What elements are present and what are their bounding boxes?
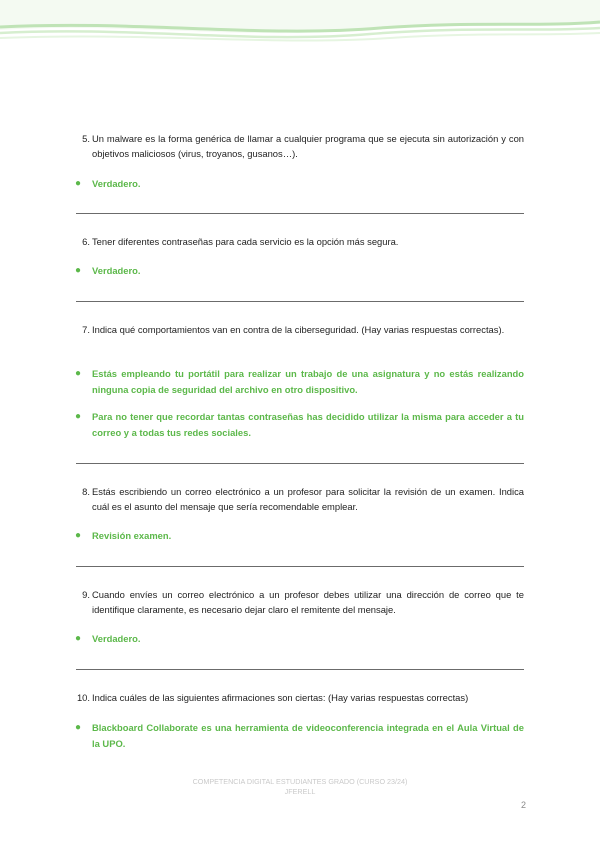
footer-author-line: JFERELL bbox=[284, 787, 316, 796]
bullet-icon: ● bbox=[75, 633, 82, 644]
answer-text: Verdadero. bbox=[92, 633, 141, 644]
answer-text: Para no tener que recordar tantas contraseñas has decidido utilizar la misma para acceder a tu correo y a todas tus redes sociales. bbox=[92, 411, 524, 438]
answer-8-1 bbox=[75, 528, 524, 544]
divider bbox=[76, 463, 524, 464]
question-text: Estás escribiendo un correo electrónico a un profesor para solicitar la revisión de un examen. Indica cuál es el asunto del mensaje que sería recomendable emplear. bbox=[92, 486, 524, 512]
question-number: 8. bbox=[82, 486, 90, 497]
question-number: 10. bbox=[76, 692, 90, 703]
question-text: Indica cuáles de las siguientes afirmaciones son ciertas: (Hay varias respuestas correctas) bbox=[92, 692, 469, 703]
decorative-wave-header bbox=[0, 0, 600, 60]
footer-course-line: COMPETENCIA DIGITAL ESTUDIANTES GRADO (CURSO 23/24) bbox=[192, 777, 408, 786]
divider bbox=[76, 566, 524, 567]
answer-5-1 bbox=[75, 176, 524, 192]
bullet-icon: ● bbox=[75, 411, 82, 422]
divider bbox=[76, 213, 524, 214]
footer bbox=[0, 777, 600, 797]
answer-text: Verdadero. bbox=[92, 265, 141, 276]
question-text: Tener diferentes contraseñas para cada servicio es la opción más segura. bbox=[92, 236, 399, 247]
bullet-icon: ● bbox=[75, 530, 82, 541]
question-10 bbox=[76, 690, 524, 705]
answer-text: Revisión examen. bbox=[92, 530, 172, 541]
question-text: Indica qué comportamientos van en contra de la ciberseguridad. (Hay varias respuestas correctas). bbox=[92, 324, 505, 335]
question-9 bbox=[82, 587, 524, 617]
bullet-icon: ● bbox=[75, 178, 82, 189]
question-5 bbox=[82, 131, 524, 161]
bullet-icon: ● bbox=[75, 722, 82, 733]
answer-7-1 bbox=[75, 366, 524, 397]
answer-10-1 bbox=[75, 720, 524, 751]
question-7 bbox=[82, 322, 524, 337]
answer-7-2 bbox=[75, 409, 524, 440]
question-8 bbox=[82, 484, 524, 514]
question-6 bbox=[82, 234, 524, 249]
answer-text: Estás empleando tu portátil para realizar un trabajo de una asignatura y no estás realizando ninguna copia de seguridad del archivo en otro dispositivo. bbox=[92, 368, 524, 395]
divider bbox=[76, 301, 524, 302]
answer-text: Verdadero. bbox=[92, 178, 141, 189]
answer-6-1 bbox=[75, 263, 524, 279]
answer-text: Blackboard Collaborate es una herramienta de videoconferencia integrada en el Aula Virtual de la UPO. bbox=[92, 722, 524, 749]
question-number: 7. bbox=[82, 324, 90, 335]
bullet-icon: ● bbox=[75, 265, 82, 276]
page-number: 2 bbox=[520, 800, 526, 810]
divider bbox=[76, 669, 524, 670]
question-number: 9. bbox=[82, 589, 90, 600]
bullet-icon: ● bbox=[75, 368, 82, 379]
question-text: Cuando envíes un correo electrónico a un profesor debes utilizar una dirección de correo que te identifique claramente, es necesario dejar claro el remitente del mensaje. bbox=[92, 589, 524, 615]
question-text: Un malware es la forma genérica de llamar a cualquier programa que se ejecuta sin autorización y con objetivos maliciosos (virus, troyanos, gusanos…). bbox=[92, 133, 524, 159]
answer-9-1 bbox=[75, 631, 524, 647]
question-number: 6. bbox=[82, 236, 90, 247]
question-number: 5. bbox=[82, 133, 90, 144]
